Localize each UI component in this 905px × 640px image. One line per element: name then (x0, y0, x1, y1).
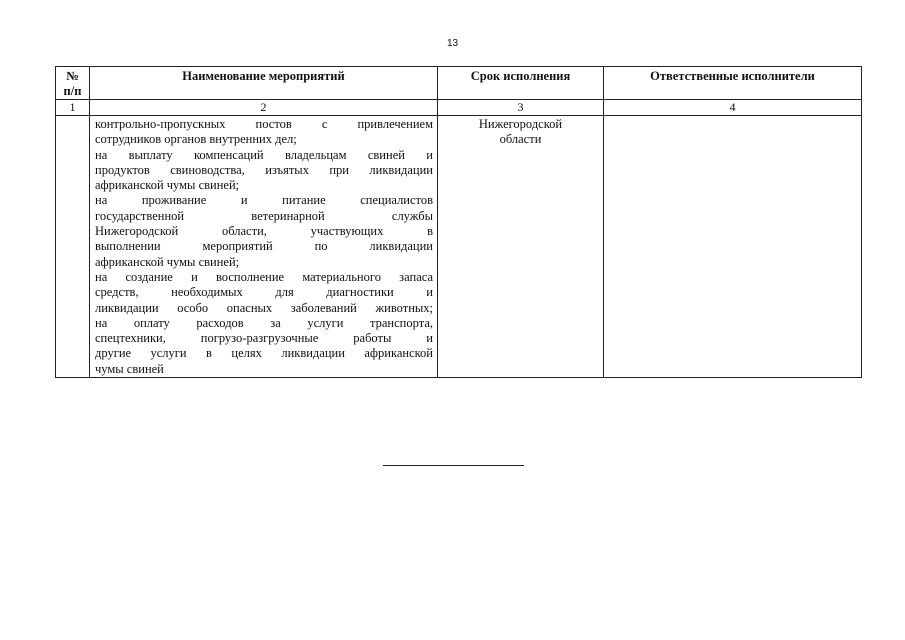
activities-cell (90, 116, 438, 378)
activity-line: другие услуги в целях ликвидации африканской (95, 346, 433, 361)
activity-line: контрольно-пропускных постов с привлечением (95, 117, 433, 131)
header-term: Срок исполнения (438, 67, 604, 100)
page-number: 13 (446, 38, 459, 49)
activity-line: чумы свиней (95, 361, 164, 376)
activity-line: на создание и восполнение материального запаса (95, 269, 433, 284)
activities-table (55, 66, 862, 378)
activity-line: на проживание и питание специалистов (95, 193, 433, 208)
column-index-1: 1 (56, 100, 90, 116)
activity-line: спецтехники, погрузо-разгрузочные работы и (95, 331, 433, 346)
header-num (56, 67, 90, 100)
activity-line: африканской чумы свиней; (95, 254, 240, 269)
header-num-line-1: № (66, 69, 79, 83)
activity-line: продуктов свиноводства, изъятых при ликвидации (95, 162, 433, 177)
activity-line: выполнении мероприятий по ликвидации (95, 239, 433, 254)
header-row (56, 67, 862, 100)
term-line: Нижегородской (478, 117, 563, 131)
term-line: области (499, 132, 542, 147)
activity-line: ликвидации особо опасных заболеваний животных; (95, 300, 433, 315)
responsible-cell (604, 116, 862, 378)
row-num-cell (56, 116, 90, 378)
table-row (56, 116, 862, 378)
activity-line: средств, необходимых для диагностики и (95, 285, 433, 300)
column-index-row (56, 100, 862, 116)
header-responsible: Ответственные исполнители (604, 67, 862, 100)
header-num-line-2: п/п (63, 84, 82, 98)
activity-line: африканской чумы свиней; (95, 178, 240, 193)
activity-line: на оплату расходов за услуги транспорта, (95, 315, 433, 330)
closing-rule (383, 465, 524, 466)
column-index-2: 2 (90, 100, 438, 116)
column-index-3: 3 (438, 100, 604, 116)
activity-line: государственной ветеринарной службы (95, 208, 433, 223)
activity-line: сотрудников органов внутренних дел; (95, 132, 297, 147)
activity-line: на выплату компенсаций владельцам свиней и (95, 147, 433, 162)
header-name: Наименование мероприятий (90, 67, 438, 100)
column-index-4: 4 (604, 100, 862, 116)
activity-line: Нижегородской области, участвующих в (95, 224, 433, 239)
term-cell (438, 116, 604, 378)
